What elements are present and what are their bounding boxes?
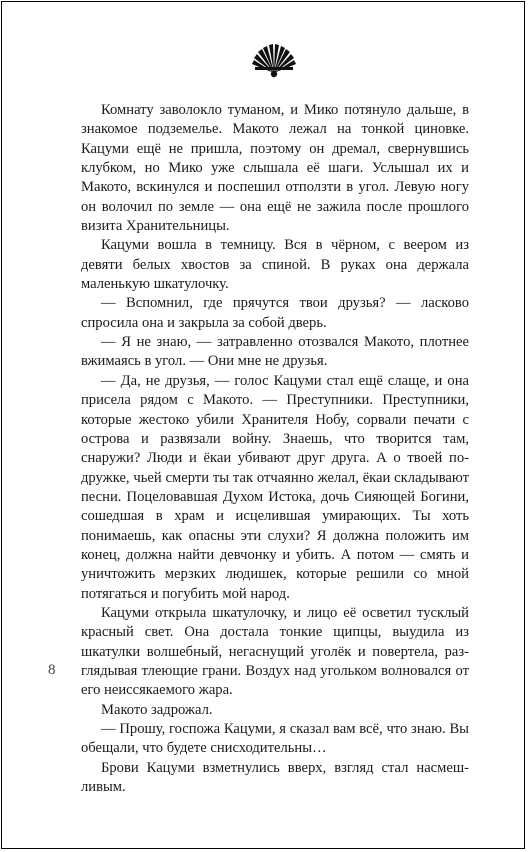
- paragraph: Брови Кацуми взметнулись вверх, взгляд стал насмешливым.: [81, 759, 469, 796]
- paragraph: Макото задрожал.: [101, 701, 213, 718]
- paragraph: — Прошу, госпожа Кацуми, я сказал вам всё, что знаю. Вы обещали, что будете снисходительны…: [81, 721, 469, 757]
- paragraph: Кацуми вошла в темницу. Вся в чёрном, с веером из девяти белых хвостов за спиной. В руках она держала маленькую шкатулочку.: [81, 237, 469, 293]
- body-text: [81, 101, 469, 797]
- paragraph: Кацуми открыла шкатулочку, и лицо её осветил тусклый красный свет. Она достала тонкие щипцы, выудила из шкатулки волшебный, негаснущий уголёк и повертела, разглядывая тлеющие грани. Воздух над угольком волновался от его неиссякаемого жара.: [81, 604, 469, 699]
- paragraph: — Я не знаю, — затравленно отозвался Макото, плотнее вжимаясь в угол. — Они мне не друзья.: [81, 334, 469, 370]
- paragraph: Комнату заволокло туманом, и Мико потянуло дальше, в знакомое подземелье. Макото лежал на тонкой циновке. Кацуми ещё не пришла, поэтому он дремал, свернувшись клубком, но Мико уже слышала её шаги. Услышал их и Макото, вскинулся и поспешил отползти в угол. Левую ногу он волочил по земле — она ещё не зажила после прошлого визита Хранительницы.: [81, 102, 469, 235]
- page-number: 8: [48, 662, 56, 678]
- fan-icon: [244, 40, 304, 80]
- paragraph: — Да, не друзья, — голос Кацуми стал ещё слаще, и она присела рядом с Макото. — Преступники. Преступники, которые жестоко убили Хранителя Нобу, сорвали печати с острова и развязали войну. Знаешь, что творится там, снаружи? Люди и ёкаи убивают друг друга. А о твоей подружке, чьей смерти ты так отчаянно желал, ёкаи складывают песни. Поцеловавшая Духом Истока, дочь Сияющей Богини, сошедшая в храм и исцелившая умирающих. Ты хоть понимаешь, как опасны эти слухи? Я должна положить им конец, должна найти девчонку и убить. А потом — смять и уничтожить мерзких людишек, которые решили со мной потягаться и погубить мой народ.: [81, 372, 469, 602]
- paragraph: — Вспомнил, где прячутся твои друзья? — ласково спросила она и закрыла за собой дверь.: [81, 295, 469, 331]
